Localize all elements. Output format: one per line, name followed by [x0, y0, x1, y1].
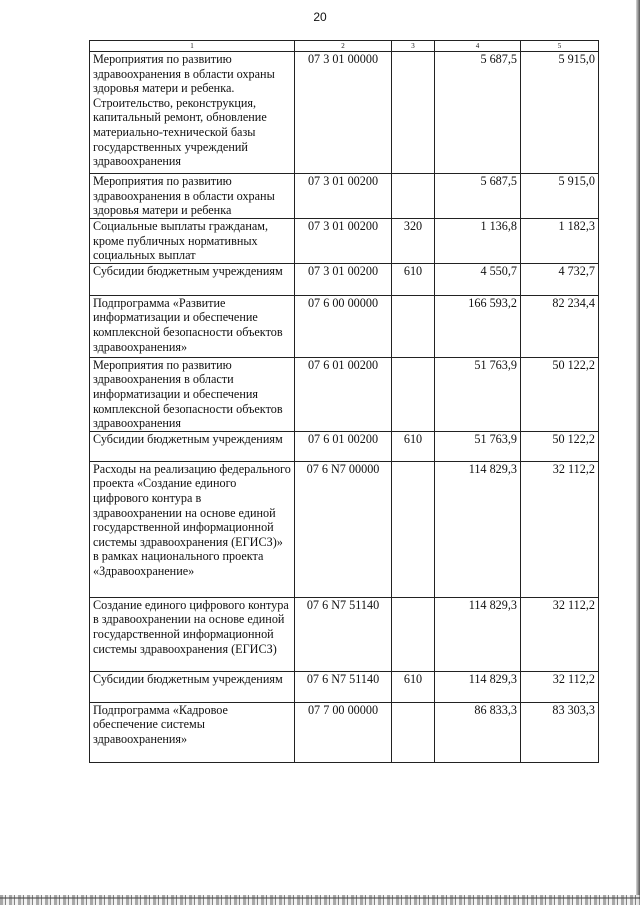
row-value-1: 4 550,7 — [435, 263, 521, 295]
table-row — [90, 263, 599, 295]
row-code: 07 3 01 00000 — [295, 52, 392, 174]
table-row — [90, 671, 599, 702]
table-row — [90, 174, 599, 219]
row-name: Мероприятия по развитию здравоохранения в области информатизации и обеспечения комплексной безопасности объектов здравоохранения — [90, 357, 295, 431]
row-name: Мероприятия по развитию здравоохранения в области охраны здоровья матери и ребенка — [90, 174, 295, 219]
row-name: Субсидии бюджетным учреждениям — [90, 431, 295, 461]
row-value-2: 82 234,4 — [521, 295, 599, 357]
row-code: 07 6 N7 00000 — [295, 461, 392, 597]
row-expense-type — [392, 52, 435, 174]
row-expense-type: 610 — [392, 671, 435, 702]
column-header-2: 2 — [295, 41, 392, 52]
row-name: Мероприятия по развитию здравоохранения в области охраны здоровья матери и ребенка. Строительство, реконструкция, капитальный ремонт, обновление материально-технической базы государственных учреждений здравоохранения — [90, 52, 295, 174]
row-value-2: 5 915,0 — [521, 52, 599, 174]
table-row — [90, 597, 599, 671]
row-value-2: 1 182,3 — [521, 219, 599, 264]
table-row — [90, 219, 599, 264]
row-name: Субсидии бюджетным учреждениям — [90, 263, 295, 295]
table-row — [90, 431, 599, 461]
row-value-2: 50 122,2 — [521, 357, 599, 431]
row-code: 07 6 00 00000 — [295, 295, 392, 357]
table-header-row — [90, 41, 599, 52]
row-code: 07 7 00 00000 — [295, 702, 392, 762]
row-value-1: 51 763,9 — [435, 357, 521, 431]
row-name: Расходы на реализацию федерального проекта «Создание единого цифрового контура в здравоохранении на основе единой государственной информационной системы здравоохранения (ЕГИСЗ)» в рамках национального проекта «Здравоохранение» — [90, 461, 295, 597]
table-row — [90, 295, 599, 357]
row-name: Подпрограмма «Развитие информатизации и обеспечение комплексной безопасности объектов здравоохранения» — [90, 295, 295, 357]
row-value-2: 32 112,2 — [521, 671, 599, 702]
budget-table — [89, 40, 599, 763]
row-value-1: 86 833,3 — [435, 702, 521, 762]
column-header-5: 5 — [521, 41, 599, 52]
row-value-1: 51 763,9 — [435, 431, 521, 461]
row-value-2: 83 303,3 — [521, 702, 599, 762]
row-value-1: 166 593,2 — [435, 295, 521, 357]
row-name: Субсидии бюджетным учреждениям — [90, 671, 295, 702]
column-header-3: 3 — [392, 41, 435, 52]
row-value-1: 114 829,3 — [435, 461, 521, 597]
row-name: Социальные выплаты гражданам, кроме публичных нормативных социальных выплат — [90, 219, 295, 264]
column-header-1: 1 — [90, 41, 295, 52]
page-number: 20 — [313, 10, 327, 24]
scan-right-edge — [636, 0, 640, 905]
row-value-2: 5 915,0 — [521, 174, 599, 219]
table-row — [90, 357, 599, 431]
row-code: 07 3 01 00200 — [295, 263, 392, 295]
row-name: Подпрограмма «Кадровое обеспечение системы здравоохранения» — [90, 702, 295, 762]
row-value-2: 32 112,2 — [521, 597, 599, 671]
row-code: 07 6 N7 51140 — [295, 671, 392, 702]
row-expense-type — [392, 357, 435, 431]
row-value-2: 50 122,2 — [521, 431, 599, 461]
row-expense-type: 610 — [392, 263, 435, 295]
row-code: 07 6 N7 51140 — [295, 597, 392, 671]
table-row — [90, 461, 599, 597]
row-code: 07 3 01 00200 — [295, 174, 392, 219]
row-expense-type — [392, 295, 435, 357]
row-expense-type — [392, 461, 435, 597]
row-value-1: 114 829,3 — [435, 671, 521, 702]
row-value-2: 4 732,7 — [521, 263, 599, 295]
row-expense-type — [392, 597, 435, 671]
row-value-1: 5 687,5 — [435, 52, 521, 174]
row-code: 07 3 01 00200 — [295, 219, 392, 264]
row-expense-type: 320 — [392, 219, 435, 264]
table-row — [90, 52, 599, 174]
column-header-4: 4 — [435, 41, 521, 52]
row-value-1: 114 829,3 — [435, 597, 521, 671]
row-value-2: 32 112,2 — [521, 461, 599, 597]
row-expense-type: 610 — [392, 431, 435, 461]
row-value-1: 1 136,8 — [435, 219, 521, 264]
row-value-1: 5 687,5 — [435, 174, 521, 219]
table-row — [90, 702, 599, 762]
row-expense-type — [392, 174, 435, 219]
scan-bottom-noise — [0, 895, 640, 905]
row-code: 07 6 01 00200 — [295, 431, 392, 461]
row-name: Создание единого цифрового контура в здравоохранении на основе единой государственной информационной системы здравоохранения (ЕГИСЗ) — [90, 597, 295, 671]
row-code: 07 6 01 00200 — [295, 357, 392, 431]
row-expense-type — [392, 702, 435, 762]
